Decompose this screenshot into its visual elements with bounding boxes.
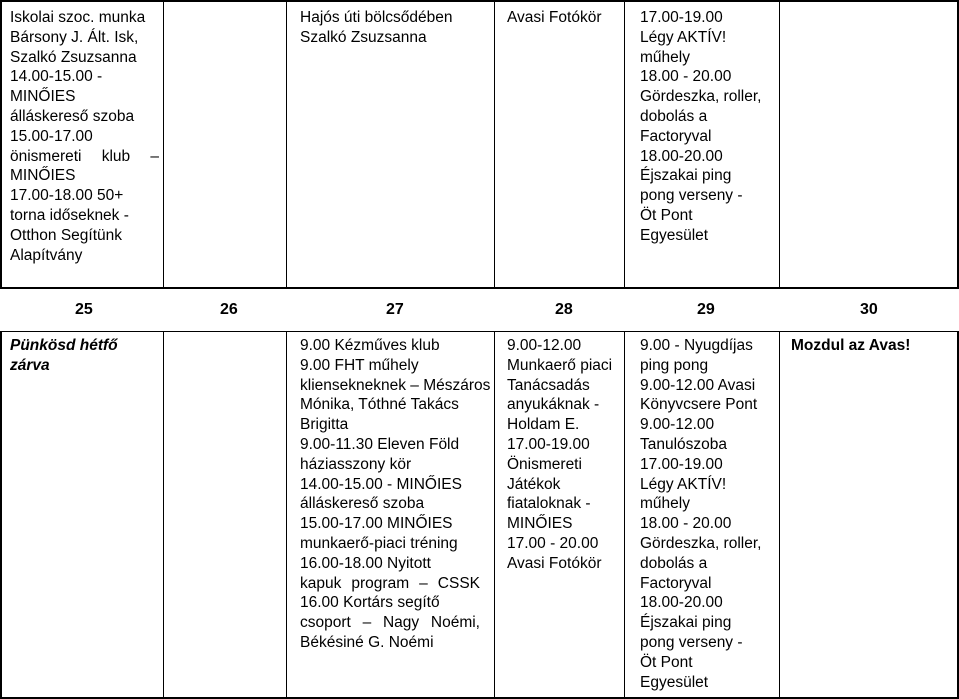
cell-text-line: 18.00 - 20.00 [640, 515, 732, 533]
cell-text-line: Munkaerő piaci [507, 356, 613, 374]
day-number: 26 [220, 301, 238, 318]
cell-text-line: 9.00-11.30 Eleven Föld [300, 435, 460, 453]
cell-text-line: 17.00 - 20.00 [507, 534, 599, 552]
rule-v-col6 [779, 0, 780, 289]
cell-text-line: dobolás a [640, 107, 708, 125]
cell-text-line: Pünkösd hétfő [10, 337, 118, 354]
cell-text-line: Otthon Segítünk [10, 226, 123, 244]
cell-text-line: munkaerő-piaci tréning [300, 534, 458, 552]
cell-text-line: Egyesület [640, 673, 709, 691]
cell-text-line: zárva [10, 356, 50, 374]
cell-text-line: Avasi Fotókör [507, 9, 602, 26]
rule-v-col2-lower [163, 331, 164, 699]
cell-text-line: 16.00-18.00 Nyitott [300, 554, 431, 572]
cell-text-line: 14.00-15.00 - [10, 68, 103, 86]
rule-v-left-lower [0, 331, 2, 699]
rule-v-col4-lower [494, 331, 495, 699]
cell-text-line: MINŐIES [10, 167, 76, 185]
cell-text-line: Öt Pont [640, 206, 693, 224]
cell-top-col4 [507, 8, 621, 28]
cell-text-line: Légy AKTÍV! [640, 28, 727, 46]
cell-text-line: 17.00-19.00 [640, 455, 723, 473]
cell-text-line: Békésiné G. Noémi [300, 633, 434, 651]
cell-text-line: 17.00-19.00 [507, 435, 590, 453]
cell-text-line: Avasi Fotókör [507, 554, 602, 572]
cell-text-line: 15.00-17.00 MINŐIES [300, 515, 453, 533]
day-number: 30 [860, 301, 878, 318]
rule-v-left [0, 0, 2, 289]
cell-text-line: 17.00-19.00 [640, 9, 723, 26]
cell-text-line: 9.00 Kézműves klub [300, 337, 440, 354]
cell-bottom-col1 [10, 336, 159, 376]
cell-text-line: kapuk program – CSSK [300, 574, 480, 592]
cell-bottom-col5 [640, 336, 776, 692]
day-number: 29 [697, 301, 715, 318]
cell-text-line: Gördeszka, roller, [640, 534, 762, 552]
cell-text-line: torna időseknek - [10, 206, 129, 224]
cell-text-line: álláskereső szoba [10, 107, 135, 125]
cell-text-line: műhely [640, 48, 690, 66]
cell-top-col5 [640, 8, 776, 246]
cell-text-line: Alapítvány [10, 246, 83, 264]
day-number: 27 [386, 301, 404, 318]
rule-week-separator [0, 287, 959, 289]
cell-text-line: Factoryval [640, 574, 712, 592]
cell-text-line: pong verseny - [640, 187, 743, 205]
cell-text-line: fiataloknak - [507, 495, 591, 513]
cell-text-line: dobolás a [640, 554, 708, 572]
cell-text-line: Gördeszka, roller, [640, 88, 762, 106]
cell-text-line: MINŐIES [507, 515, 573, 533]
cell-bottom-col3 [300, 336, 491, 653]
cell-text-line: Egyesület [640, 226, 709, 244]
cell-text-line: 16.00 Kortárs segítő [300, 594, 440, 612]
rule-days-bottom [0, 331, 959, 332]
rule-v-col4 [494, 0, 495, 289]
cell-text-line: Tanulószoba [640, 435, 728, 453]
cell-text-line: Szalkó Zsuzsanna [10, 48, 137, 66]
cell-text-line: pong verseny - [640, 633, 743, 651]
cell-text-line: csoport – Nagy Noémi, [300, 614, 480, 632]
cell-text-line: Éjszakai ping [640, 167, 732, 185]
cell-text-line: Mozdul az Avas! [791, 337, 911, 354]
cell-text-line: Légy AKTÍV! [640, 475, 727, 493]
cell-text-line: 15.00-17.00 [10, 127, 93, 145]
cell-text-line: 9.00 FHT műhely [300, 356, 419, 374]
rule-v-col5-lower [624, 331, 625, 699]
cell-top-col1 [10, 8, 159, 265]
cell-text-line: Öt Pont [640, 653, 693, 671]
cell-text-line: 17.00-18.00 50+ [10, 187, 124, 205]
cell-text-line: Holdam E. [507, 416, 580, 434]
cell-text-line: önismereti klub – [10, 147, 159, 165]
cell-text-line: háziasszony kör [300, 455, 412, 473]
rule-v-col3-lower [286, 331, 287, 699]
cell-text-line: Játékok [507, 475, 561, 493]
rule-v-col3 [286, 0, 287, 289]
cell-text-line: 18.00-20.00 [640, 594, 723, 612]
cell-text-line: 18.00-20.00 [640, 147, 723, 165]
cell-text-line: Brigitta [300, 416, 349, 434]
rule-top [0, 0, 959, 2]
rule-v-col6-lower [779, 331, 780, 699]
rule-v-col2 [163, 0, 164, 289]
cell-bottom-col4 [507, 336, 621, 574]
cell-bottom-col6 [791, 336, 955, 356]
cell-text-line: Könyvcsere Pont [640, 396, 758, 414]
cell-text-line: kliensekneknek – Mészáros [300, 376, 491, 394]
cell-text-line: 9.00-12.00 Avasi [640, 376, 756, 394]
cell-text-line: Szalkó Zsuzsanna [300, 28, 427, 46]
cell-text-line: 9.00 - Nyugdíjas [640, 337, 753, 354]
cell-text-line: Tanácsadás [507, 376, 590, 394]
day-number: 28 [555, 301, 573, 318]
cell-text-line: Önismereti [507, 455, 582, 473]
cell-text-line: 9.00-12.00 [507, 337, 582, 354]
cell-text-line: álláskereső szoba [300, 495, 425, 513]
cell-text-line: Factoryval [640, 127, 712, 145]
cell-text-line: Hajós úti bölcsődében [300, 9, 453, 26]
cell-text-line: Iskolai szoc. munka [10, 9, 146, 26]
rule-v-col5 [624, 0, 625, 289]
cell-text-line: 14.00-15.00 - MINŐIES [300, 475, 462, 493]
cell-text-line: Bársony J. Ált. Isk, [10, 28, 139, 46]
day-number: 25 [75, 301, 93, 318]
cell-top-col3 [300, 8, 490, 48]
cell-text-line: MINŐIES [10, 88, 76, 106]
cell-text-line: ping pong [640, 356, 709, 374]
cell-text-line: anyukáknak - [507, 396, 600, 414]
cell-text-line: Mónika, Tóthné Takács [300, 396, 459, 414]
cell-text-line: Éjszakai ping [640, 614, 732, 632]
cell-text-line: műhely [640, 495, 690, 513]
cell-text-line: 9.00-12.00 [640, 416, 715, 434]
cell-text-line: 18.00 - 20.00 [640, 68, 732, 86]
